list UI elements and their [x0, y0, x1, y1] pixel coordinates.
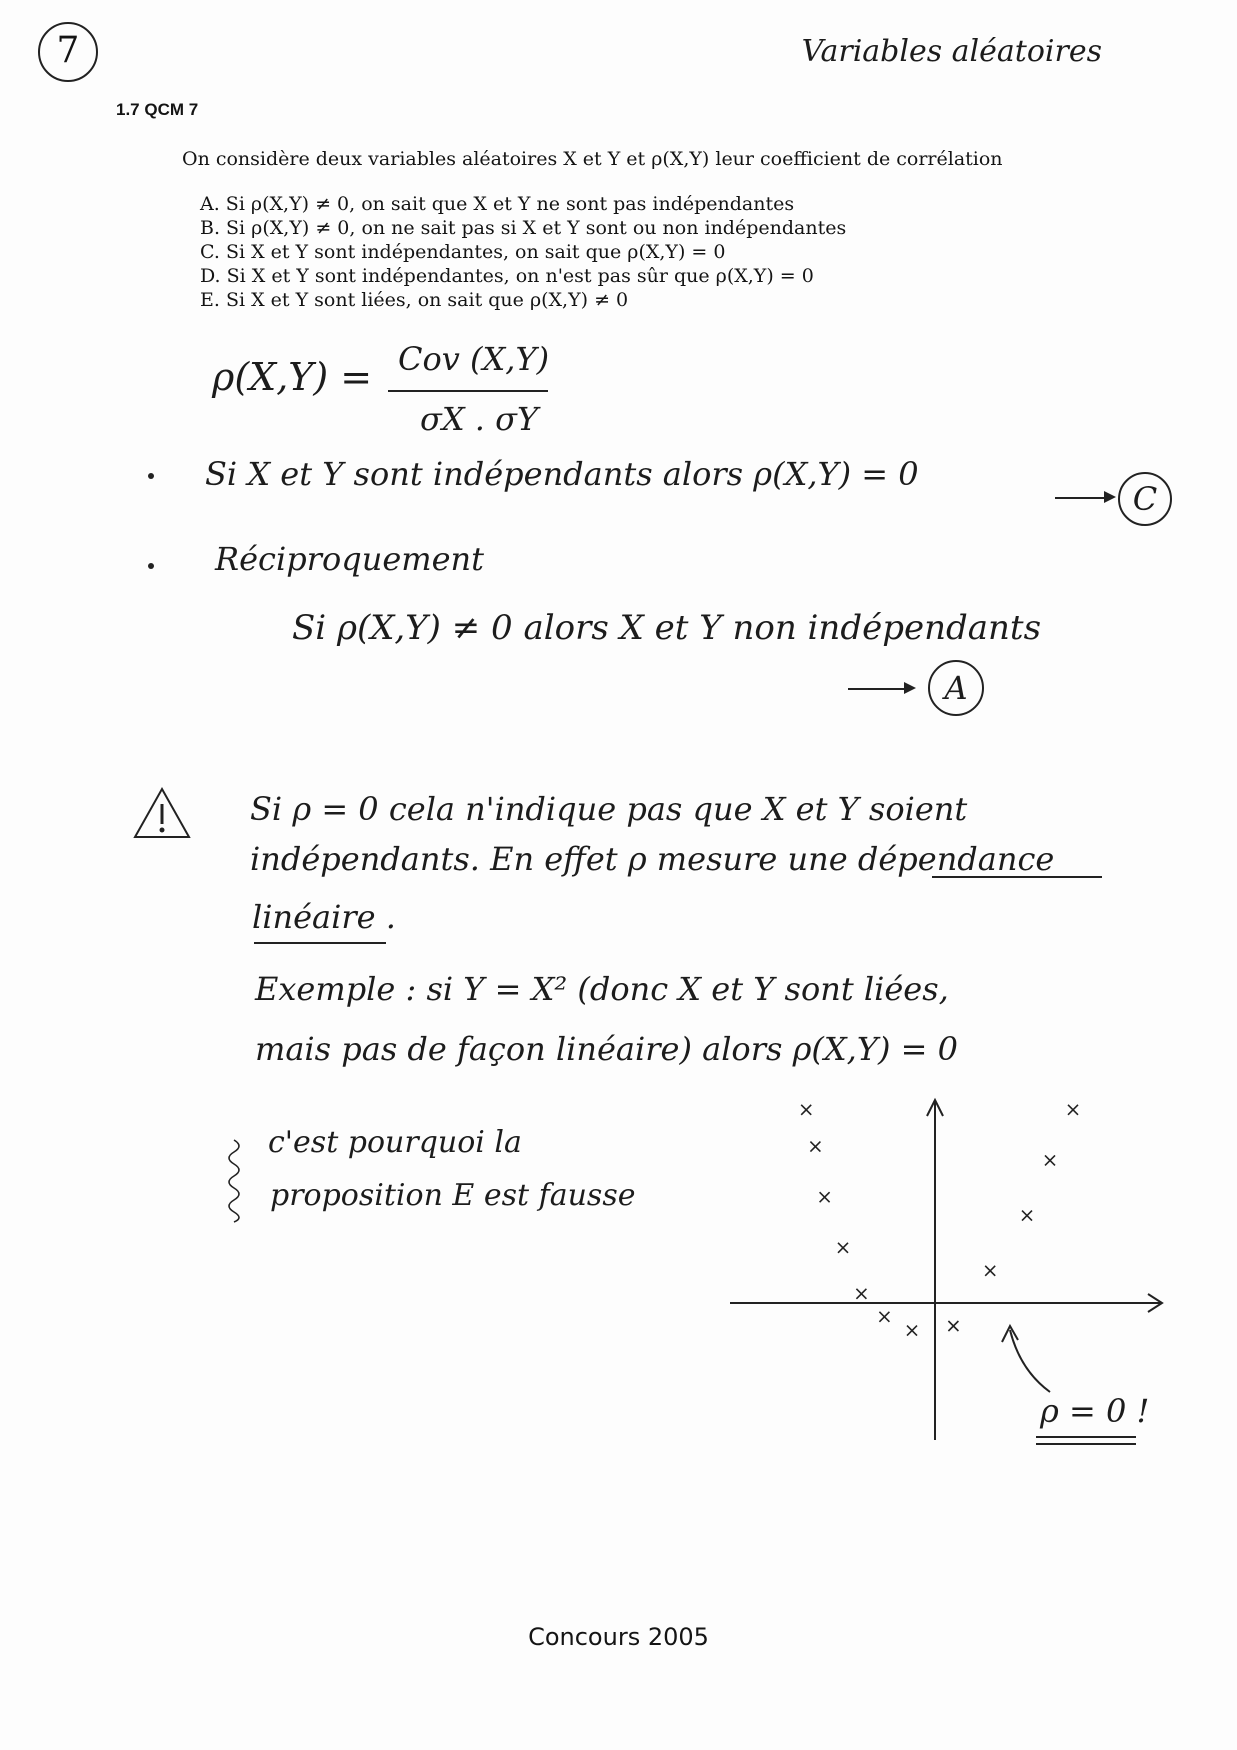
scatter-point	[1022, 1211, 1032, 1221]
scatter-point	[820, 1192, 830, 1202]
scatter-point	[879, 1312, 889, 1322]
question-stem: On considère deux variables aléatoires X et Y et ρ(X,Y) leur coefficient de corrélation	[182, 148, 1003, 170]
underline	[932, 876, 1102, 878]
page-number: 7	[56, 30, 80, 71]
arrow-line	[848, 688, 910, 690]
section-title: 1.7 QCM 7	[116, 100, 199, 119]
arrow-right-icon	[904, 682, 916, 694]
option-b: B. Si ρ(X,Y) ≠ 0, on ne sait pas si X et Y sont ou non indépendantes	[200, 217, 847, 239]
header-note: Variables aléatoires	[801, 34, 1102, 69]
page-number-badge	[38, 22, 98, 82]
footer-text: Concours 2005	[528, 1623, 709, 1651]
arrow-up-icon	[1002, 1326, 1018, 1342]
scatter-point	[856, 1289, 866, 1299]
scatter-point	[1045, 1155, 1055, 1165]
option-d: D. Si X et Y sont indépendantes, on n'est pas sûr que ρ(X,Y) = 0	[200, 265, 814, 287]
squiggle-mark-icon	[222, 1138, 246, 1228]
formula-lhs: ρ(X,Y) =	[212, 355, 373, 399]
side-note-line-1: c'est pourquoi la	[268, 1125, 522, 1160]
underline	[254, 942, 386, 944]
option-c: C. Si X et Y sont indépendantes, on sait que ρ(X,Y) = 0	[200, 241, 726, 263]
answer-options	[200, 192, 846, 312]
scatter-point	[985, 1266, 995, 1276]
scatter-point	[948, 1321, 958, 1331]
note-reciprocal: Si ρ(X,Y) ≠ 0 alors X et Y non indépendants	[292, 608, 1042, 648]
answer-a-label: A	[944, 669, 968, 707]
answer-c-label: C	[1132, 480, 1158, 518]
underline	[1036, 1436, 1136, 1438]
fraction-bar	[388, 390, 548, 392]
underline	[1036, 1443, 1136, 1445]
pointer-arrow	[1010, 1330, 1050, 1392]
scatter-point	[1068, 1105, 1078, 1115]
answer-circle-c	[1118, 472, 1172, 526]
example-line-1: Exemple : si Y = X² (donc X et Y sont liées,	[255, 970, 949, 1008]
answer-circle-a	[928, 660, 984, 716]
warning-line-3: linéaire .	[252, 898, 396, 936]
warning-line-1: Si ρ = 0 cela n'indique pas que X et Y soient	[250, 790, 968, 828]
bullet	[148, 563, 154, 569]
formula-numerator: Cov (X,Y)	[398, 340, 550, 378]
example-line-2: mais pas de façon linéaire) alors ρ(X,Y) = 0	[255, 1030, 958, 1068]
bullet	[148, 473, 154, 479]
arrow-right-icon	[1104, 491, 1116, 503]
scatter-point	[810, 1142, 820, 1152]
y-axis	[927, 1100, 943, 1440]
warning-icon	[132, 786, 192, 840]
arrow-line	[1055, 497, 1110, 499]
scatter-point	[907, 1326, 917, 1336]
note-independence: Si X et Y sont indépendants alors ρ(X,Y) = 0	[205, 455, 919, 493]
note-reciprocal-heading: Réciproquement	[215, 540, 485, 578]
option-a: A. Si ρ(X,Y) ≠ 0, on sait que X et Y ne sont pas indépendantes	[200, 193, 795, 215]
x-axis	[730, 1294, 1162, 1312]
scatter-points	[801, 1105, 1078, 1336]
rho-zero-label: ρ = 0 !	[1040, 1392, 1150, 1430]
side-note-line-2: proposition E est fausse	[270, 1178, 636, 1213]
warning-line-2: indépendants. En effet ρ mesure une dépendance	[250, 840, 1055, 878]
scatter-point	[801, 1105, 811, 1115]
option-e: E. Si X et Y sont liées, on sait que ρ(X,Y) ≠ 0	[200, 289, 629, 311]
scatter-point	[838, 1243, 848, 1253]
formula-denominator: σX . σY	[420, 400, 539, 438]
